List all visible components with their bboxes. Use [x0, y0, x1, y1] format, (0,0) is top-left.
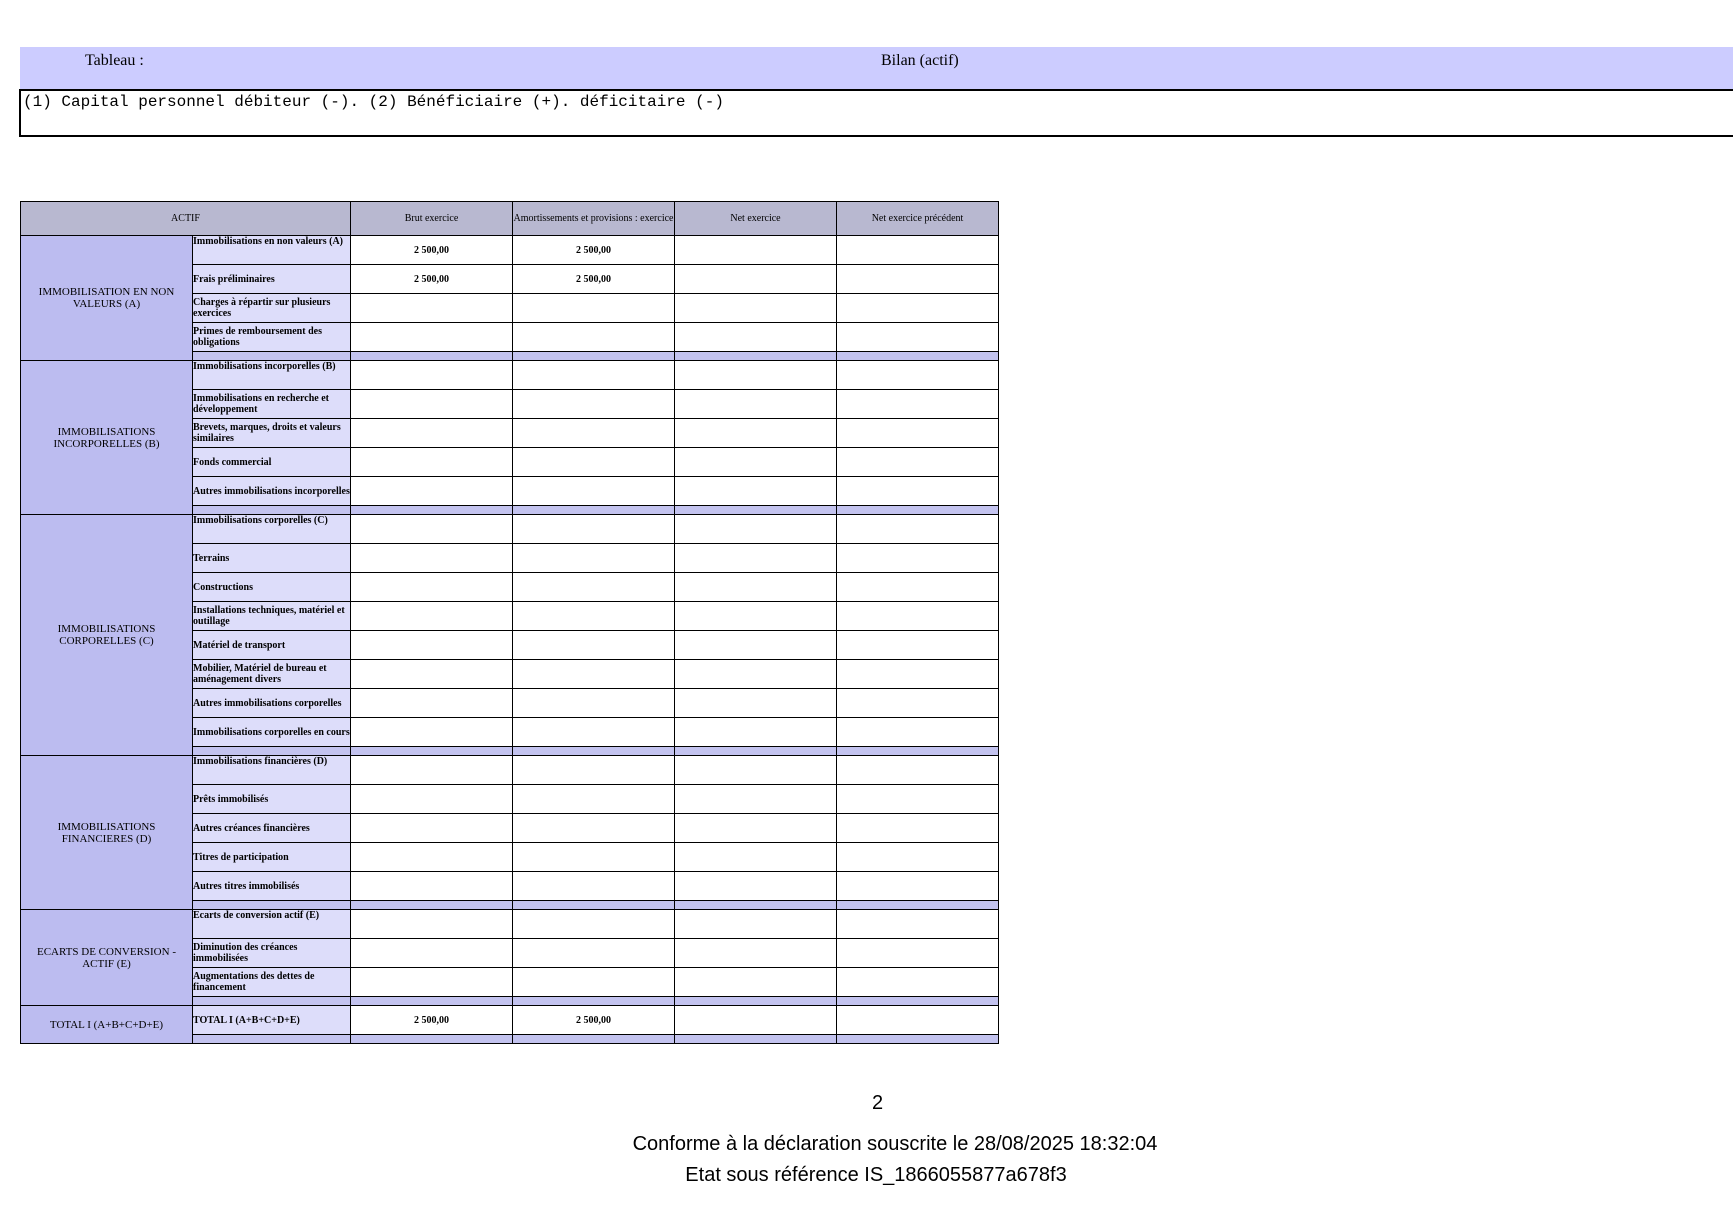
cell-amort [513, 390, 675, 419]
reference-statement: Etat sous référence IS_1866055877a678f3 [685, 1164, 1067, 1186]
spacer-cell [675, 997, 837, 1006]
cell-brut [351, 390, 513, 419]
cell-net-prec [837, 718, 999, 747]
cell-brut: 2 500,00 [351, 1006, 513, 1035]
spacer-cell [513, 901, 675, 910]
row-label: Prêts immobilisés [193, 785, 351, 814]
cell-net [675, 265, 837, 294]
cell-brut: 2 500,00 [351, 236, 513, 265]
cell-net-prec [837, 477, 999, 506]
spacer-cell [193, 506, 351, 515]
cell-net-prec [837, 361, 999, 390]
cell-net [675, 843, 837, 872]
cell-amort [513, 448, 675, 477]
cell-amort [513, 660, 675, 689]
cell-amort [513, 361, 675, 390]
row-label: Autres titres immobilisés [193, 872, 351, 901]
cell-amort [513, 756, 675, 785]
spacer-cell [193, 997, 351, 1006]
cell-net [675, 323, 837, 352]
spacer-cell [351, 506, 513, 515]
cell-net [675, 573, 837, 602]
spacer-cell [351, 352, 513, 361]
cell-net-prec [837, 265, 999, 294]
cell-brut [351, 477, 513, 506]
section-label: ECARTS DE CONVERSION - ACTIF (E) [21, 910, 193, 1006]
cell-amort: 2 500,00 [513, 265, 675, 294]
row-label: Frais préliminaires [193, 265, 351, 294]
cell-net-prec [837, 689, 999, 718]
spacer-cell [837, 997, 999, 1006]
cell-amort [513, 631, 675, 660]
cell-brut [351, 515, 513, 544]
page-title: Bilan (actif) [881, 52, 959, 69]
cell-brut [351, 573, 513, 602]
section-label: IMMOBILISATIONS FINANCIERES (D) [21, 756, 193, 910]
spacer-cell [675, 901, 837, 910]
cell-net-prec [837, 390, 999, 419]
cell-net [675, 361, 837, 390]
spacer-cell [513, 747, 675, 756]
cell-amort: 2 500,00 [513, 1006, 675, 1035]
cell-net-prec [837, 515, 999, 544]
cell-brut [351, 361, 513, 390]
spacer-cell [675, 506, 837, 515]
cell-net [675, 1006, 837, 1035]
row-label: Immobilisations incorporelles (B) [193, 361, 351, 390]
spacer-cell [193, 747, 351, 756]
spacer-cell [351, 901, 513, 910]
row-label: Autres créances financières [193, 814, 351, 843]
cell-brut [351, 814, 513, 843]
section-label: IMMOBILISATIONS CORPORELLES (C) [21, 515, 193, 756]
cell-amort [513, 515, 675, 544]
row-label: Constructions [193, 573, 351, 602]
table-row [21, 236, 999, 265]
cell-net-prec [837, 785, 999, 814]
row-label: Terrains [193, 544, 351, 573]
cell-amort [513, 939, 675, 968]
table-row [21, 756, 999, 785]
row-label: Autres immobilisations corporelles [193, 689, 351, 718]
cell-amort [513, 294, 675, 323]
spacer-cell [193, 1035, 351, 1044]
row-label: Fonds commercial [193, 448, 351, 477]
cell-brut [351, 323, 513, 352]
column-header-net-precedent: Net exercice précédent [837, 202, 999, 236]
row-label: Augmentations des dettes de financement [193, 968, 351, 997]
cell-brut [351, 968, 513, 997]
bilan-actif-table [20, 201, 999, 1044]
table-row [21, 910, 999, 939]
spacer-cell [193, 901, 351, 910]
spacer-cell [675, 352, 837, 361]
cell-net-prec [837, 448, 999, 477]
cell-net-prec [837, 939, 999, 968]
table-row [21, 1006, 999, 1035]
spacer-cell [837, 352, 999, 361]
cell-brut [351, 756, 513, 785]
cell-net-prec [837, 602, 999, 631]
cell-net-prec [837, 814, 999, 843]
cell-net [675, 477, 837, 506]
notes-box: (1) Capital personnel débiteur (-). (2) Bénéficiaire (+). déficitaire (-) [19, 89, 1733, 137]
cell-net [675, 689, 837, 718]
row-label: Brevets, marques, droits et valeurs similaires [193, 419, 351, 448]
cell-net-prec [837, 968, 999, 997]
cell-net [675, 448, 837, 477]
cell-amort [513, 910, 675, 939]
cell-amort [513, 602, 675, 631]
spacer-cell [513, 506, 675, 515]
cell-amort [513, 843, 675, 872]
cell-net [675, 814, 837, 843]
spacer-cell [837, 901, 999, 910]
cell-amort [513, 814, 675, 843]
spacer-cell [675, 747, 837, 756]
row-label: Mobilier, Matériel de bureau et aménagement divers [193, 660, 351, 689]
row-label: Immobilisations en non valeurs (A) [193, 236, 351, 265]
cell-net-prec [837, 660, 999, 689]
spacer-cell [513, 1035, 675, 1044]
spacer-cell [513, 997, 675, 1006]
section-label: IMMOBILISATIONS INCORPORELLES (B) [21, 361, 193, 515]
cell-brut [351, 294, 513, 323]
cell-net [675, 872, 837, 901]
spacer-cell [837, 747, 999, 756]
row-label: Immobilisations financières (D) [193, 756, 351, 785]
cell-net-prec [837, 294, 999, 323]
row-label: TOTAL I (A+B+C+D+E) [193, 1006, 351, 1035]
row-label: Matériel de transport [193, 631, 351, 660]
row-label: Ecarts de conversion actif (E) [193, 910, 351, 939]
spacer-cell [351, 747, 513, 756]
cell-net-prec [837, 756, 999, 785]
cell-net [675, 660, 837, 689]
column-header-brut: Brut exercice [351, 202, 513, 236]
row-label: Autres immobilisations incorporelles [193, 477, 351, 506]
cell-net-prec [837, 843, 999, 872]
cell-net-prec [837, 1006, 999, 1035]
cell-net-prec [837, 323, 999, 352]
cell-amort [513, 872, 675, 901]
row-label: Installations techniques, matériel et outillage [193, 602, 351, 631]
spacer-cell [193, 352, 351, 361]
cell-brut [351, 660, 513, 689]
cell-brut [351, 602, 513, 631]
cell-net [675, 756, 837, 785]
cell-amort [513, 477, 675, 506]
cell-brut [351, 843, 513, 872]
cell-brut [351, 718, 513, 747]
spacer-cell [837, 1035, 999, 1044]
cell-amort [513, 968, 675, 997]
row-label: Immobilisations corporelles en cours [193, 718, 351, 747]
table-body [21, 236, 999, 1044]
cell-net-prec [837, 573, 999, 602]
cell-net [675, 968, 837, 997]
cell-net [675, 515, 837, 544]
cell-brut [351, 785, 513, 814]
cell-amort: 2 500,00 [513, 236, 675, 265]
cell-amort [513, 544, 675, 573]
cell-net [675, 544, 837, 573]
table-row [21, 515, 999, 544]
spacer-cell [351, 997, 513, 1006]
row-label: Charges à répartir sur plusieurs exercices [193, 294, 351, 323]
spacer-cell [675, 1035, 837, 1044]
row-label: Primes de remboursement des obligations [193, 323, 351, 352]
row-label: Titres de participation [193, 843, 351, 872]
cell-brut [351, 689, 513, 718]
conformity-statement: Conforme à la déclaration souscrite le 28/08/2025 18:32:04 [632, 1133, 1158, 1155]
cell-brut [351, 939, 513, 968]
header-left-label: Tableau : [85, 52, 144, 69]
cell-net [675, 631, 837, 660]
cell-net [675, 294, 837, 323]
cell-amort [513, 419, 675, 448]
cell-net [675, 236, 837, 265]
table-row [21, 361, 999, 390]
cell-brut [351, 872, 513, 901]
cell-net-prec [837, 236, 999, 265]
row-label: Immobilisations corporelles (C) [193, 515, 351, 544]
section-label: IMMOBILISATION EN NON VALEURS (A) [21, 236, 193, 361]
table-header-row [21, 202, 999, 236]
header-bar [20, 47, 1733, 89]
cell-brut [351, 910, 513, 939]
column-header-actif: ACTIF [21, 202, 351, 236]
cell-amort [513, 573, 675, 602]
cell-net [675, 785, 837, 814]
row-label: Diminution des créances immobilisées [193, 939, 351, 968]
cell-amort [513, 323, 675, 352]
cell-brut: 2 500,00 [351, 265, 513, 294]
column-header-amortissements: Amortissements et provisions : exercice [513, 202, 675, 236]
cell-net [675, 939, 837, 968]
cell-net-prec [837, 910, 999, 939]
cell-net-prec [837, 631, 999, 660]
cell-brut [351, 544, 513, 573]
cell-net-prec [837, 419, 999, 448]
cell-net-prec [837, 544, 999, 573]
cell-net [675, 390, 837, 419]
cell-net [675, 602, 837, 631]
cell-net-prec [837, 872, 999, 901]
column-header-net: Net exercice [675, 202, 837, 236]
cell-brut [351, 448, 513, 477]
spacer-cell [837, 506, 999, 515]
row-label: Immobilisations en recherche et développement [193, 390, 351, 419]
cell-net [675, 910, 837, 939]
cell-net [675, 419, 837, 448]
spacer-cell [513, 352, 675, 361]
section-label: TOTAL I (A+B+C+D+E) [21, 1006, 193, 1044]
cell-amort [513, 689, 675, 718]
page-number: 2 [871, 1092, 884, 1114]
cell-brut [351, 631, 513, 660]
spacer-cell [351, 1035, 513, 1044]
cell-amort [513, 718, 675, 747]
cell-brut [351, 419, 513, 448]
cell-amort [513, 785, 675, 814]
cell-net [675, 718, 837, 747]
